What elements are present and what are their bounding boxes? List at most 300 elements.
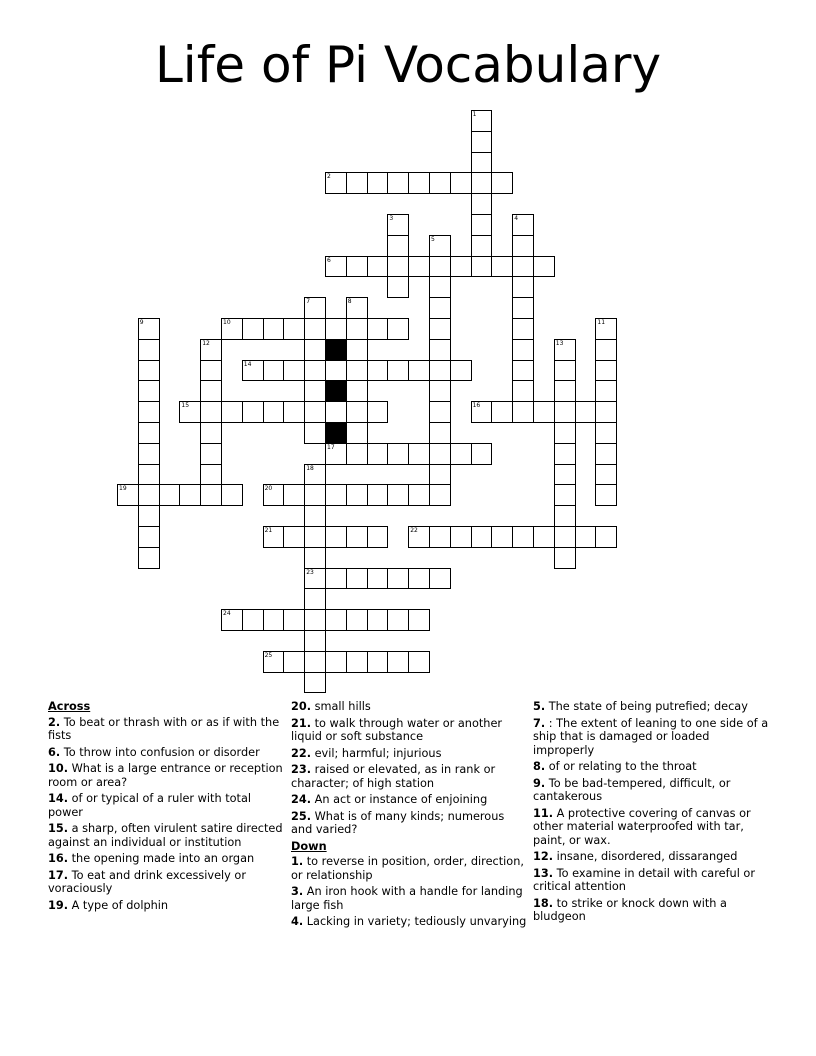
grid-cell[interactable] — [471, 526, 493, 548]
grid-cell[interactable] — [283, 318, 305, 340]
clue-text: small hills — [314, 700, 371, 713]
grid-cell[interactable] — [325, 360, 347, 382]
cell-number: 9 — [139, 319, 144, 326]
grid-cell[interactable] — [138, 443, 160, 465]
grid-cell[interactable] — [346, 401, 368, 423]
grid-cell[interactable] — [325, 318, 347, 340]
grid-cell[interactable] — [471, 235, 493, 257]
clue-number: 6. — [48, 745, 61, 759]
across-heading: Across — [48, 700, 91, 713]
grid-cell[interactable] — [200, 339, 222, 361]
grid-cell[interactable] — [595, 318, 617, 340]
grid-cell[interactable] — [595, 464, 617, 486]
clue-text: To be bad-tempered, difficult, or cantakerous — [533, 776, 731, 803]
grid-cell[interactable] — [263, 651, 285, 673]
clue-column-1 — [48, 700, 284, 915]
grid-cell[interactable] — [283, 609, 305, 631]
grid-cell[interactable] — [221, 609, 243, 631]
grid-cell[interactable] — [408, 172, 430, 194]
clue-text: evil; harmful; injurious — [314, 746, 442, 760]
cell-number: 24 — [223, 610, 231, 618]
cell-number: 8 — [347, 298, 352, 306]
clue-number: 21. — [291, 716, 312, 730]
grid-cell[interactable] — [595, 526, 617, 548]
clue-number: 20. — [291, 700, 312, 713]
down-heading: Down — [291, 839, 327, 853]
clue-text: a sharp, often virulent satire directed against an individual or institution — [48, 822, 283, 849]
clue-number: 23. — [291, 763, 312, 776]
grid-cell[interactable] — [429, 568, 451, 590]
grid-cell[interactable] — [138, 484, 160, 506]
grid-cell[interactable] — [263, 526, 285, 548]
grid-cell[interactable] — [471, 443, 493, 465]
grid-cell[interactable] — [263, 609, 285, 631]
grid-cell[interactable] — [304, 464, 326, 486]
grid-cell[interactable] — [200, 360, 222, 382]
grid-cell[interactable] — [283, 651, 305, 673]
grid-cell[interactable] — [221, 401, 243, 423]
grid-cell[interactable] — [595, 360, 617, 382]
grid-cell[interactable] — [595, 339, 617, 361]
across-clue — [291, 700, 527, 714]
grid-cell[interactable] — [491, 172, 513, 194]
grid-cell[interactable] — [346, 360, 368, 382]
black-cell — [325, 422, 347, 444]
clue-number: 4. — [291, 915, 304, 928]
cell-number: 22 — [410, 527, 418, 534]
grid-cell[interactable] — [304, 318, 326, 340]
down-clue — [291, 915, 527, 929]
across-clue — [48, 716, 284, 743]
grid-cell[interactable] — [429, 422, 451, 444]
grid-cell[interactable] — [471, 131, 493, 153]
grid-cell[interactable] — [159, 484, 181, 506]
cell-number: 10 — [223, 319, 231, 326]
grid-cell[interactable] — [408, 484, 430, 506]
grid-cell[interactable] — [200, 484, 222, 506]
clue-number: 3. — [291, 885, 304, 898]
grid-cell[interactable] — [346, 297, 368, 319]
grid-cell[interactable] — [263, 318, 285, 340]
grid-cell[interactable] — [512, 339, 534, 361]
grid-cell[interactable] — [595, 380, 617, 402]
grid-cell[interactable] — [512, 256, 534, 278]
clue-text: raised or elevated, as in rank or character; of high station — [291, 763, 496, 790]
grid-cell[interactable] — [138, 339, 160, 361]
grid-cell[interactable] — [283, 526, 305, 548]
down-clue — [533, 850, 769, 864]
grid-cell[interactable] — [387, 276, 409, 298]
grid-cell[interactable] — [283, 484, 305, 506]
cell-number: 15 — [181, 402, 190, 410]
grid-cell[interactable] — [242, 318, 264, 340]
grid-cell[interactable] — [367, 256, 389, 278]
cell-number: 13 — [555, 339, 564, 347]
grid-cell[interactable] — [429, 360, 451, 382]
across-clue — [48, 869, 284, 896]
grid-cell[interactable] — [325, 609, 347, 631]
grid-cell[interactable] — [554, 380, 576, 402]
black-cell — [325, 380, 347, 402]
grid-cell[interactable] — [408, 443, 430, 465]
grid-cell[interactable] — [346, 443, 368, 465]
grid-cell[interactable] — [512, 318, 534, 340]
grid-cell[interactable] — [200, 401, 222, 423]
grid-cell[interactable] — [387, 360, 409, 382]
grid-cell[interactable] — [367, 360, 389, 382]
grid-cell[interactable] — [595, 401, 617, 423]
grid-cell[interactable] — [595, 422, 617, 444]
grid-cell[interactable] — [138, 547, 160, 569]
grid-cell[interactable] — [346, 380, 368, 402]
clue-text: To throw into confusion or disorder — [63, 745, 260, 759]
grid-cell[interactable] — [283, 360, 305, 382]
cell-number: 3 — [389, 215, 394, 222]
grid-cell[interactable] — [304, 672, 326, 694]
grid-cell[interactable] — [138, 505, 160, 527]
cell-number: 2 — [327, 173, 331, 181]
clue-text: to walk through water or another liquid or soft substance — [291, 716, 503, 743]
grid-cell[interactable] — [304, 339, 326, 361]
grid-cell[interactable] — [429, 484, 451, 506]
down-clue — [533, 897, 769, 924]
grid-cell[interactable] — [450, 443, 472, 465]
grid-cell[interactable] — [471, 401, 493, 423]
grid-cell[interactable] — [325, 443, 347, 465]
clue-text: the opening made into an organ — [71, 852, 255, 865]
grid-cell[interactable] — [554, 401, 576, 423]
grid-cell[interactable] — [304, 651, 326, 673]
grid-cell[interactable] — [429, 318, 451, 340]
grid-cell[interactable] — [512, 526, 534, 548]
grid-cell[interactable] — [200, 380, 222, 402]
grid-cell[interactable] — [533, 526, 555, 548]
grid-cell[interactable] — [554, 484, 576, 506]
grid-cell[interactable] — [263, 360, 285, 382]
cell-number: 16 — [472, 402, 481, 410]
grid-cell[interactable] — [512, 360, 534, 382]
across-clue — [291, 747, 527, 761]
grid-cell[interactable] — [304, 588, 326, 610]
grid-cell[interactable] — [263, 484, 285, 506]
clue-number: 14. — [48, 792, 69, 805]
grid-cell[interactable] — [367, 651, 389, 673]
across-clue — [48, 746, 284, 760]
across-clue — [291, 810, 527, 837]
across-clue — [48, 852, 284, 866]
grid-cell[interactable] — [346, 651, 368, 673]
clue-number: 17. — [48, 868, 69, 882]
grid-cell[interactable] — [200, 464, 222, 486]
grid-cell[interactable] — [263, 401, 285, 423]
grid-cell[interactable] — [367, 318, 389, 340]
grid-cell[interactable] — [367, 443, 389, 465]
clue-number: 18. — [533, 896, 554, 910]
clue-number: 7. — [533, 716, 546, 730]
grid-cell[interactable] — [325, 526, 347, 548]
grid-cell[interactable] — [408, 256, 430, 278]
grid-cell[interactable] — [554, 526, 576, 548]
grid-cell[interactable] — [325, 172, 347, 194]
grid-cell[interactable] — [367, 609, 389, 631]
grid-cell[interactable] — [408, 568, 430, 590]
clue-number: 2. — [48, 715, 61, 729]
clue-text: To beat or thrash with or as if with the fists — [48, 715, 280, 742]
clue-text: of or relating to the throat — [548, 760, 697, 773]
grid-cell[interactable] — [304, 401, 326, 423]
clue-number: 12. — [533, 850, 554, 863]
grid-cell[interactable] — [304, 609, 326, 631]
clue-number: 5. — [533, 700, 546, 713]
grid-cell[interactable] — [200, 422, 222, 444]
grid-cell[interactable] — [429, 235, 451, 257]
grid-cell[interactable] — [387, 568, 409, 590]
grid-cell[interactable] — [304, 547, 326, 569]
grid-cell[interactable] — [117, 484, 139, 506]
grid-cell[interactable] — [346, 339, 368, 361]
grid-cell[interactable] — [429, 339, 451, 361]
grid-cell[interactable] — [533, 256, 555, 278]
grid-cell[interactable] — [471, 256, 493, 278]
clue-text: A protective covering of canvas or other material waterproofed with tar, paint, or wax. — [533, 806, 751, 847]
cell-number: 18 — [306, 464, 314, 472]
grid-cell[interactable] — [554, 547, 576, 569]
clue-text: of or typical of a ruler with total power — [48, 792, 252, 819]
clue-number: 25. — [291, 809, 312, 823]
clue-number: 9. — [533, 776, 546, 790]
grid-cell[interactable] — [533, 401, 555, 423]
grid-cell[interactable] — [512, 401, 534, 423]
grid-cell[interactable] — [346, 568, 368, 590]
grid-cell[interactable] — [304, 505, 326, 527]
cell-number: 6 — [327, 256, 331, 264]
grid-cell[interactable] — [408, 360, 430, 382]
grid-cell[interactable] — [367, 484, 389, 506]
grid-cell[interactable] — [387, 172, 409, 194]
clue-text: Lacking in variety; tediously unvarying — [306, 915, 527, 928]
down-clue — [533, 867, 769, 894]
grid-cell[interactable] — [242, 360, 264, 382]
grid-cell[interactable] — [304, 360, 326, 382]
clue-text: What is a large entrance or reception room or area? — [48, 762, 283, 789]
grid-cell[interactable] — [325, 484, 347, 506]
grid-cell[interactable] — [429, 297, 451, 319]
grid-cell[interactable] — [138, 526, 160, 548]
clue-column-3 — [533, 700, 769, 927]
across-clue — [291, 763, 527, 790]
grid-cell[interactable] — [304, 297, 326, 319]
cell-number: 11 — [597, 319, 606, 326]
grid-cell[interactable] — [304, 484, 326, 506]
grid-cell[interactable] — [554, 339, 576, 361]
cell-number: 5 — [431, 235, 435, 243]
grid-cell[interactable] — [429, 401, 451, 423]
grid-cell[interactable] — [554, 464, 576, 486]
down-clue — [533, 777, 769, 804]
grid-cell[interactable] — [491, 256, 513, 278]
grid-cell[interactable] — [554, 505, 576, 527]
clue-number: 1. — [291, 855, 304, 868]
cell-number: 21 — [264, 527, 273, 534]
grid-cell[interactable] — [429, 276, 451, 298]
grid-cell[interactable] — [387, 443, 409, 465]
down-clue — [533, 700, 769, 714]
grid-cell[interactable] — [387, 214, 409, 236]
grid-cell[interactable] — [450, 172, 472, 194]
grid-cell[interactable] — [325, 401, 347, 423]
grid-cell[interactable] — [491, 526, 513, 548]
grid-cell[interactable] — [387, 651, 409, 673]
grid-cell[interactable] — [429, 256, 451, 278]
across-clue — [291, 793, 527, 807]
grid-cell[interactable] — [367, 172, 389, 194]
clue-number: 8. — [533, 760, 546, 773]
grid-cell[interactable] — [387, 256, 409, 278]
grid-cell[interactable] — [512, 380, 534, 402]
cell-number: 14 — [243, 360, 252, 368]
grid-cell[interactable] — [283, 401, 305, 423]
down-clue — [291, 885, 527, 912]
grid-cell[interactable] — [387, 484, 409, 506]
grid-cell[interactable] — [387, 235, 409, 257]
grid-cell[interactable] — [512, 297, 534, 319]
grid-cell[interactable] — [138, 360, 160, 382]
grid-cell[interactable] — [346, 318, 368, 340]
grid-cell[interactable] — [346, 422, 368, 444]
grid-cell[interactable] — [512, 235, 534, 257]
clue-text: What is of many kinds; numerous and varied? — [291, 809, 505, 836]
down-clue — [291, 855, 527, 882]
clue-text: to reverse in position, order, direction, or relationship — [291, 855, 524, 882]
grid-cell[interactable] — [429, 172, 451, 194]
grid-cell[interactable] — [138, 380, 160, 402]
across-clue — [48, 899, 284, 913]
grid-cell[interactable] — [429, 526, 451, 548]
grid-cell[interactable] — [575, 526, 597, 548]
grid-cell[interactable] — [304, 568, 326, 590]
grid-cell[interactable] — [242, 401, 264, 423]
grid-cell[interactable] — [346, 526, 368, 548]
grid-cell[interactable] — [325, 568, 347, 590]
grid-cell[interactable] — [346, 484, 368, 506]
grid-cell[interactable] — [346, 172, 368, 194]
clue-text: : The extent of leaning to one side of a ship that is damaged or loaded improperly — [533, 716, 769, 757]
grid-cell[interactable] — [387, 318, 409, 340]
grid-cell[interactable] — [304, 422, 326, 444]
across-clue — [48, 762, 284, 789]
grid-cell[interactable] — [387, 609, 409, 631]
cell-number: 12 — [202, 339, 210, 347]
cell-number: 19 — [119, 485, 127, 493]
grid-cell[interactable] — [304, 526, 326, 548]
clue-text: To eat and drink excessively or voraciously — [48, 868, 246, 895]
grid-cell[interactable] — [554, 443, 576, 465]
grid-cell[interactable] — [554, 422, 576, 444]
grid-cell[interactable] — [304, 630, 326, 652]
cell-number: 23 — [306, 568, 314, 576]
grid-cell[interactable] — [408, 609, 430, 631]
cell-number: 17 — [327, 443, 335, 451]
grid-cell[interactable] — [242, 609, 264, 631]
grid-cell[interactable] — [138, 422, 160, 444]
black-cell — [325, 339, 347, 361]
grid-cell[interactable] — [575, 401, 597, 423]
grid-cell[interactable] — [450, 526, 472, 548]
clue-number: 22. — [291, 746, 312, 760]
grid-cell[interactable] — [138, 464, 160, 486]
cell-number: 4 — [514, 215, 519, 222]
grid-cell[interactable] — [429, 464, 451, 486]
grid-cell[interactable] — [179, 484, 201, 506]
cell-number: 25 — [264, 651, 273, 659]
grid-cell[interactable] — [221, 318, 243, 340]
grid-cell[interactable] — [471, 214, 493, 236]
grid-cell[interactable] — [512, 214, 534, 236]
grid-cell[interactable] — [450, 360, 472, 382]
clue-number: 11. — [533, 806, 554, 820]
grid-cell[interactable] — [450, 256, 472, 278]
down-clue — [533, 807, 769, 848]
grid-cell[interactable] — [471, 172, 493, 194]
grid-cell[interactable] — [304, 380, 326, 402]
grid-cell[interactable] — [408, 526, 430, 548]
grid-cell[interactable] — [346, 609, 368, 631]
grid-cell[interactable] — [138, 318, 160, 340]
grid-cell[interactable] — [367, 568, 389, 590]
clue-text: insane, disordered, dissaranged — [556, 850, 738, 863]
clue-text: An iron hook with a handle for landing large fish — [291, 885, 523, 912]
grid-cell[interactable] — [471, 152, 493, 174]
grid-cell[interactable] — [471, 110, 493, 132]
grid-cell[interactable] — [221, 484, 243, 506]
clue-text: An act or instance of enjoining — [314, 793, 488, 806]
grid-cell[interactable] — [200, 443, 222, 465]
grid-cell[interactable] — [367, 401, 389, 423]
down-clue — [533, 717, 769, 758]
grid-cell[interactable] — [325, 651, 347, 673]
clue-number: 15. — [48, 822, 69, 835]
across-clue — [48, 792, 284, 819]
across-clue — [48, 822, 284, 849]
clue-number: 19. — [48, 898, 69, 912]
grid-cell[interactable] — [512, 276, 534, 298]
grid-cell[interactable] — [595, 443, 617, 465]
grid-cell[interactable] — [325, 256, 347, 278]
clue-text: to strike or knock down with a bludgeon — [533, 896, 727, 923]
clue-text: The state of being putrefied; decay — [548, 700, 748, 713]
grid-cell[interactable] — [471, 193, 493, 215]
clue-column-2 — [291, 700, 527, 932]
clue-text: A type of dolphin — [71, 898, 169, 912]
down-clue — [533, 760, 769, 774]
clue-number: 10. — [48, 762, 69, 775]
grid-cell[interactable] — [429, 380, 451, 402]
grid-cell[interactable] — [179, 401, 201, 423]
grid-cell[interactable] — [491, 401, 513, 423]
clue-text: To examine in detail with careful or critical attention — [533, 866, 755, 893]
cell-number: 1 — [472, 111, 477, 118]
cell-number: 7 — [306, 298, 311, 306]
grid-cell[interactable] — [138, 401, 160, 423]
clue-number: 16. — [48, 852, 69, 865]
grid-cell[interactable] — [346, 256, 368, 278]
grid-cell[interactable] — [554, 360, 576, 382]
grid-cell[interactable] — [595, 484, 617, 506]
grid-cell[interactable] — [429, 443, 451, 465]
grid-cell[interactable] — [367, 526, 389, 548]
grid-cell[interactable] — [408, 651, 430, 673]
clue-number: 13. — [533, 866, 554, 880]
